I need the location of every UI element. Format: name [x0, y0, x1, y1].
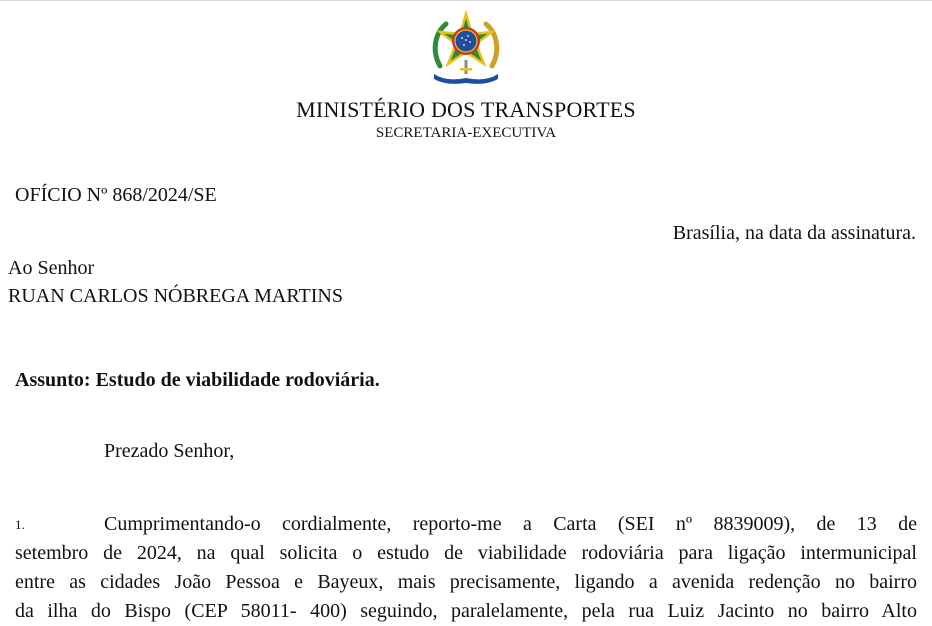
paragraph-1-line-text: Cumprimentando-o cordialmente, reporto-me a Carta (SEI nº 8839009), de 13 de: [104, 513, 917, 535]
addressee-name: RUAN CARLOS NÓBREGA MARTINS: [8, 285, 343, 307]
page-top-border: [0, 0, 932, 1]
paragraph-1-line: da ilha do Bispo (CEP 58011- 400) seguindo, paralelamente, pela rua Luiz Jacinto no bairro Alto: [15, 600, 917, 622]
department-heading: SECRETARIA-EXECUTIVA: [375, 125, 557, 141]
paragraph-1-line: [15, 510, 917, 539]
letter-subject: Assunto: Estudo de viabilidade rodoviária.: [15, 369, 380, 391]
coat-of-arms-of-brazil-icon: [426, 8, 506, 88]
letter-reference-number: OFÍCIO Nº 868/2024/SE: [15, 184, 217, 206]
paragraph-1: [15, 510, 917, 626]
ministry-heading: MINISTÉRIO DOS TRANSPORTES: [296, 97, 636, 122]
letter-salutation: Prezado Senhor,: [104, 440, 235, 462]
addressee-title: Ao Senhor: [8, 257, 95, 279]
paragraph-number: 1.: [15, 517, 25, 532]
paragraph-1-line: entre as cidades João Pessoa e Bayeux, mais precisamente, ligando a avenida redenção no bairro: [15, 571, 917, 593]
paragraph-1-line: setembro de 2024, na qual solicita o estudo de viabilidade rodoviária para ligação intermunicipal: [15, 542, 917, 564]
letter-place-date: Brasília, na data da assinatura.: [672, 222, 916, 244]
